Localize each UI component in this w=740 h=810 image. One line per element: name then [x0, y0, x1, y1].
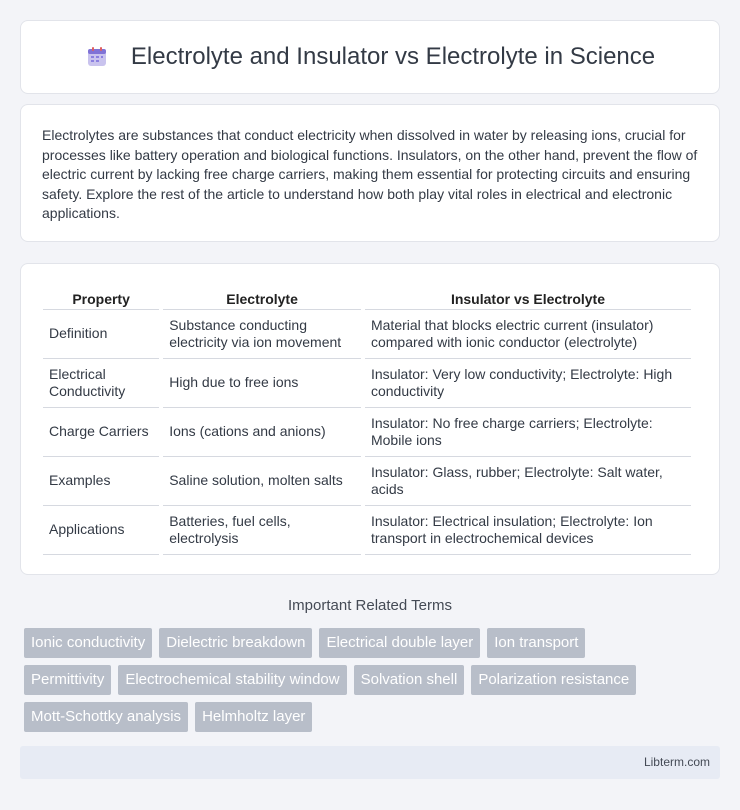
- table-cell: Saline solution, molten salts: [163, 457, 361, 506]
- tag-dielectric-breakdown[interactable]: Dielectric breakdown: [159, 628, 312, 658]
- table-row: [43, 408, 691, 457]
- table-header-row: [43, 286, 691, 310]
- calendar-icon: [85, 45, 109, 69]
- table-cell: Charge Carriers: [43, 408, 159, 457]
- tag-row: [24, 702, 704, 732]
- table-cell: Electrical Conductivity: [43, 359, 159, 408]
- page-title: Electrolyte and Insulator vs Electrolyte in Science: [130, 43, 656, 70]
- tag-electrical-double-layer[interactable]: Electrical double layer: [319, 628, 480, 658]
- table-row: [43, 506, 691, 555]
- table-row: [43, 457, 691, 506]
- tag-helmholtz-layer[interactable]: Helmholtz layer: [195, 702, 312, 732]
- column-header-property: Property: [43, 286, 159, 310]
- table-cell: Material that blocks electric current (insulator) compared with ionic conductor (electrolyte): [365, 310, 691, 359]
- column-header-electrolyte: Electrolyte: [163, 286, 361, 310]
- tag-permittivity[interactable]: Permittivity: [24, 665, 111, 695]
- tag-ion-transport[interactable]: Ion transport: [487, 628, 585, 658]
- comparison-table: [39, 286, 695, 555]
- tag-solvation-shell[interactable]: Solvation shell: [354, 665, 465, 695]
- comparison-table-card: [20, 263, 720, 575]
- table-cell: High due to free ions: [163, 359, 361, 408]
- table-cell: Definition: [43, 310, 159, 359]
- table-cell: Ions (cations and anions): [163, 408, 361, 457]
- column-header-insulator-vs-electrolyte: Insulator vs Electrolyte: [365, 286, 691, 310]
- table-cell: Insulator: Electrical insulation; Electrolyte: Ion transport in electrochemical devices: [365, 506, 691, 555]
- intro-card: [20, 104, 720, 242]
- table-cell: Applications: [43, 506, 159, 555]
- tag-ionic-conductivity[interactable]: Ionic conductivity: [24, 628, 152, 658]
- footer: [20, 746, 720, 779]
- related-terms-heading: Important Related Terms: [288, 597, 452, 614]
- table-row: [43, 310, 691, 359]
- table-cell: Examples: [43, 457, 159, 506]
- table-cell: Batteries, fuel cells, electrolysis: [163, 506, 361, 555]
- tag-row: [24, 628, 704, 658]
- table-cell: Insulator: Glass, rubber; Electrolyte: Salt water, acids: [365, 457, 691, 506]
- table-cell: Insulator: Very low conductivity; Electrolyte: High conductivity: [365, 359, 691, 408]
- related-terms-list: [24, 628, 704, 739]
- table-cell: Insulator: No free charge carriers; Electrolyte: Mobile ions: [365, 408, 691, 457]
- footer-brand-link[interactable]: Libterm.com: [643, 755, 710, 769]
- tag-electrochemical-stability-window[interactable]: Electrochemical stability window: [118, 665, 346, 695]
- intro-paragraph: Electrolytes are substances that conduct electricity when dissolved in water by releasing ions, crucial for processes like battery operation and biological functions. Insulators, on the other hand, prevent the flow of electric current by lacking free charge carriers, making them essential for protecting circuits and ensuring safety. Explore the rest of the article to understand how both play vital roles in electrical and electronic applications.: [42, 127, 698, 221]
- table-cell: Substance conducting electricity via ion movement: [163, 310, 361, 359]
- tag-mott-schottky-analysis[interactable]: Mott-Schottky analysis: [24, 702, 188, 732]
- tag-polarization-resistance[interactable]: Polarization resistance: [471, 665, 636, 695]
- tag-row: [24, 665, 704, 695]
- table-row: [43, 359, 691, 408]
- title-card: [20, 20, 720, 94]
